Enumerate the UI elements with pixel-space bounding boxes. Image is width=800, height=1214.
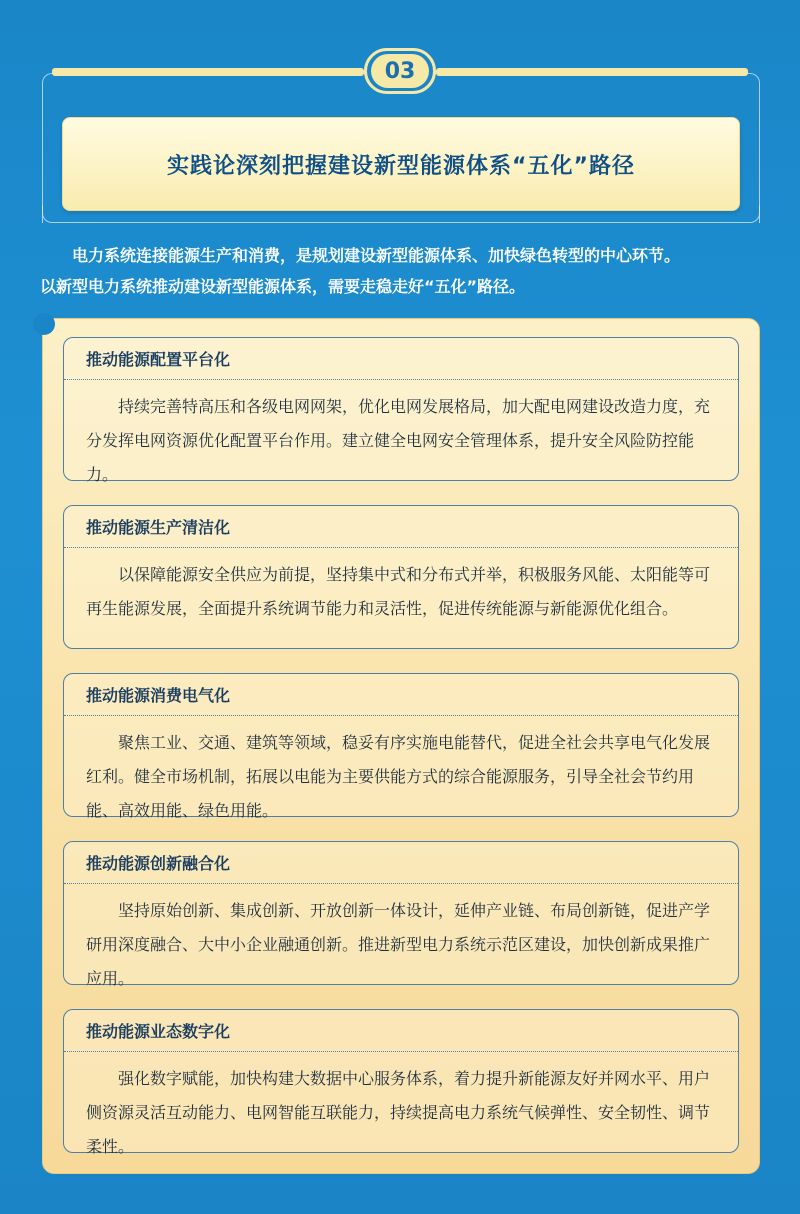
page-title: 实践论深刻把握建设新型能源体系“五化”路径: [167, 153, 635, 179]
section-heading: 推动能源生产清洁化: [64, 506, 738, 548]
intro-paragraph: [40, 240, 770, 302]
section-heading: 推动能源配置平台化: [64, 338, 738, 380]
section-card-2: [63, 505, 739, 649]
section-card-1: [63, 337, 739, 484]
section-number: 03: [371, 54, 429, 88]
section-number-badge: [364, 48, 436, 94]
header-bar-right: [436, 68, 748, 76]
section-body: 坚持原始创新、集成创新、开放创新一体设计，延伸产业链、布局创新链，促进产学研用深度融合、大中小企业融通创新。推进新型电力系统示范区建设，加快创新成果推广应用。: [86, 901, 711, 988]
section-body: 强化数字赋能，加快构建大数据中心服务体系，着力提升新能源友好并网水平、用户侧资源灵活互动能力、电网智能互联能力，持续提高电力系统气候弹性、安全韧性、调节柔性。: [86, 1069, 711, 1156]
section-heading: 推动能源业态数字化: [64, 1010, 738, 1052]
section-heading: 推动能源消费电气化: [64, 674, 738, 716]
section-card-3: [63, 673, 739, 820]
section-body: 以保障能源安全供应为前提，坚持集中式和分布式并举，积极服务风能、太阳能等可再生能源发展，全面提升系统调节能力和灵活性，促进传统能源与新能源优化组合。: [86, 565, 711, 618]
content-panel: [42, 318, 760, 1174]
title-box: [62, 117, 740, 211]
section-card-5: [63, 1009, 739, 1156]
intro-line-2: 以新型电力系统推动建设新型能源体系，需要走稳走好“五化”路径。: [40, 277, 526, 296]
header-bar-left: [52, 68, 364, 76]
section-card-4: [63, 841, 739, 988]
section-body: 聚焦工业、交通、建筑等领域，稳妥有序实施电能替代，促进全社会共享电气化发展红利。健全市场机制，拓展以电能为主要供能方式的综合能源服务，引导全社会节约用能、高效用能、绿色用能。: [86, 733, 711, 820]
section-heading: 推动能源创新融合化: [64, 842, 738, 884]
intro-line-1: 电力系统连接能源生产和消费，是规划建设新型能源体系、加快绿色转型的中心环节。: [72, 246, 681, 265]
section-body: 持续完善特高压和各级电网网架，优化电网发展格局，加大配电网建设改造力度，充分发挥电网资源优化配置平台作用。建立健全电网安全管理体系，提升安全风险防控能力。: [86, 397, 711, 484]
